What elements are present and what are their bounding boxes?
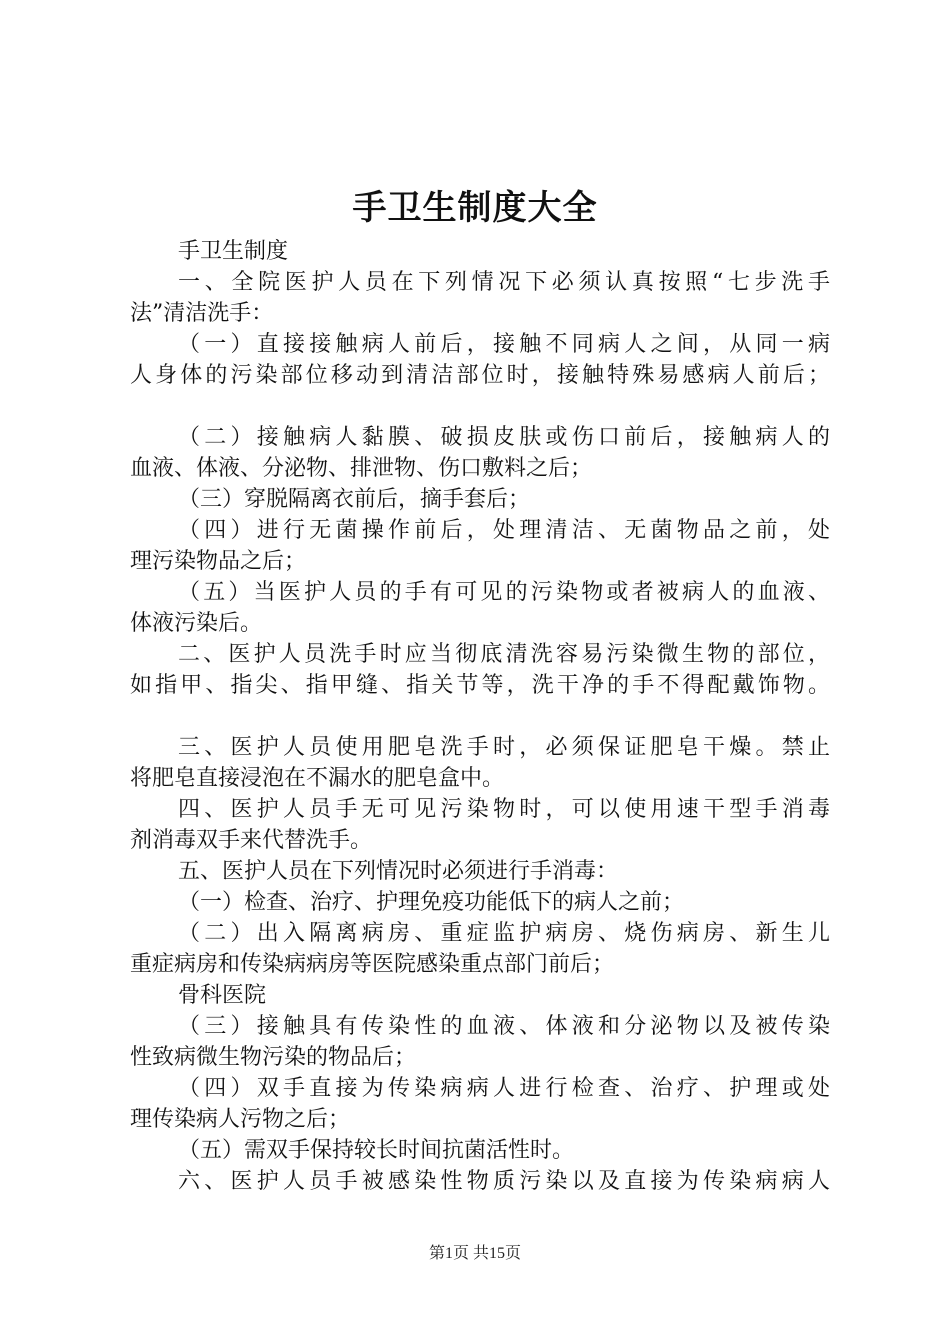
paragraph-line: （五）当医护人员的手有可见的污染物或者被病人的血液、 [178, 580, 830, 605]
paragraph-line: （二）接触病人黏膜、破损皮肤或伤口前后，接触病人的 [178, 425, 830, 450]
paragraph-line: （一）检查、治疗、护理免疫功能低下的病人之前； [178, 890, 685, 915]
document-title: 手卫生制度大全 [352, 188, 598, 228]
paragraph-line: 二、医护人员洗手时应当彻底清洗容易污染微生物的部位， [178, 642, 830, 667]
paragraph-line: （四）双手直接为传染病病人进行检查、治疗、护理或处 [178, 1076, 830, 1101]
paragraph-line: （二）出入隔离病房、重症监护病房、烧伤病房、新生儿 [178, 921, 830, 946]
page-number: 第1页 共15页 [428, 1245, 521, 1262]
paragraph-line: （五）需双手保持较长时间抗菌活性时。 [178, 1138, 575, 1163]
inserted-text: 骨科医院 [178, 983, 267, 1008]
section-heading: 手卫生制度 [178, 239, 289, 264]
paragraph-line: 剂消毒双手来代替洗手。 [130, 828, 373, 853]
paragraph-line: 体液污染后。 [130, 611, 263, 636]
paragraph-line: 如指甲、指尖、指甲缝、指关节等，洗干净的手不得配戴饰物。 [130, 673, 830, 698]
paragraph-line: 三、医护人员使用肥皂洗手时，必须保证肥皂干燥。禁止 [178, 735, 830, 760]
paragraph-line: 理污染物品之后； [130, 549, 307, 574]
paragraph-line: 性致病微生物污染的物品后； [130, 1045, 417, 1070]
paragraph-line: 四、医护人员手无可见污染物时，可以使用速干型手消毒 [178, 797, 830, 822]
paragraph-line: （三）接触具有传染性的血液、体液和分泌物以及被传染 [178, 1014, 830, 1039]
paragraph-line: 一、全院医护人员在下列情况下必须认真按照“七步洗手 [178, 270, 830, 295]
paragraph-line: 人身体的污染部位移动到清洁部位时，接触特殊易感病人前后； [130, 363, 830, 388]
paragraph-line: 六、医护人员手被感染性物质污染以及直接为传染病病人 [178, 1169, 830, 1194]
paragraph-line: 理传染病人污物之后； [130, 1107, 351, 1132]
paragraph-line: 重症病房和传染病病房等医院感染重点部门前后； [130, 952, 615, 977]
paragraph-line: 法”清洁洗手： [130, 301, 274, 326]
paragraph-line: 血液、体液、分泌物、排泄物、伤口敷料之后； [130, 456, 593, 481]
paragraph-line: 将肥皂直接浸泡在不漏水的肥皂盒中。 [130, 766, 505, 791]
paragraph-line: 五、医护人员在下列情况时必须进行手消毒： [178, 859, 619, 884]
paragraph-line: （三）穿脱隔离衣前后，摘手套后； [178, 487, 531, 512]
paragraph-line: （一）直接接触病人前后，接触不同病人之间，从同一病 [178, 332, 830, 357]
paragraph-line: （四）进行无菌操作前后，处理清洁、无菌物品之前，处 [178, 518, 830, 543]
